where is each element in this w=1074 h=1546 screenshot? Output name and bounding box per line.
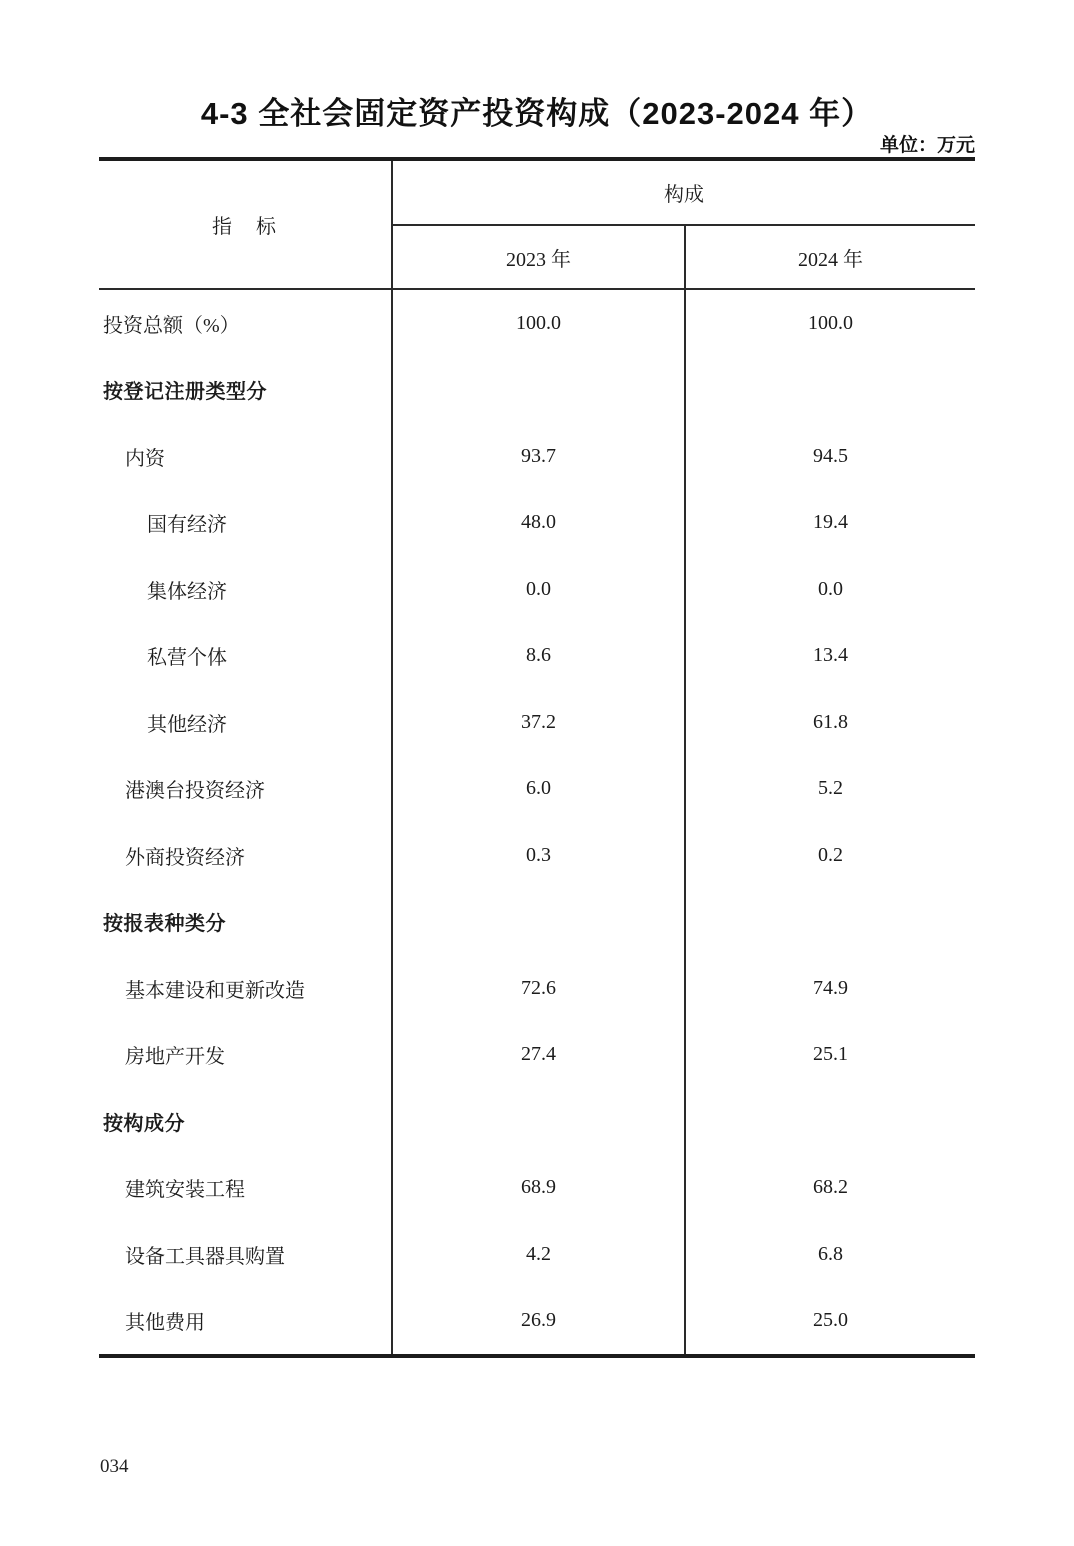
row-label: 其他费用 — [125, 1312, 205, 1335]
table-row — [99, 490, 975, 557]
row-value-2023 — [392, 889, 685, 956]
row-value-2024: 68.2 — [685, 1155, 975, 1222]
row-value-2024: 94.5 — [685, 423, 975, 490]
row-label: 国有经济 — [147, 514, 227, 537]
row-label: 设备工具器具购置 — [125, 1245, 285, 1268]
row-value-2023: 100.0 — [392, 289, 685, 357]
table-row — [99, 1155, 975, 1222]
page-title: 4-3 全社会固定资产投资构成（2023-2024 年） — [200, 96, 874, 131]
row-value-2024: 5.2 — [685, 756, 975, 823]
row-value-2023 — [392, 1088, 685, 1155]
row-label: 内资 — [125, 447, 165, 470]
page-number: 034 — [100, 1456, 129, 1477]
row-label: 集体经济 — [147, 580, 227, 603]
row-value-2023: 26.9 — [392, 1288, 685, 1357]
row-value-2024: 74.9 — [685, 955, 975, 1022]
row-value-2024: 6.8 — [685, 1221, 975, 1288]
table-row — [99, 357, 975, 424]
row-value-2024: 25.1 — [685, 1022, 975, 1089]
row-value-2024 — [685, 1088, 975, 1155]
row-label: 其他经济 — [147, 713, 227, 736]
table-row — [99, 889, 975, 956]
row-value-2023: 68.9 — [392, 1155, 685, 1222]
header-year-2024: 2024 年 — [685, 225, 975, 289]
row-value-2023: 0.0 — [392, 556, 685, 623]
row-value-2024: 100.0 — [685, 289, 975, 357]
table-row — [99, 623, 975, 690]
table-row — [99, 1088, 975, 1155]
row-label: 基本建设和更新改造 — [125, 979, 305, 1002]
unit-label: 单位：万元 — [879, 135, 975, 156]
header-year-2023: 2023 年 — [392, 225, 685, 289]
row-value-2023: 6.0 — [392, 756, 685, 823]
header-indicator: 指 标 — [99, 159, 392, 289]
row-value-2024: 19.4 — [685, 490, 975, 557]
row-value-2023: 48.0 — [392, 490, 685, 557]
table-row — [99, 756, 975, 823]
table-row — [99, 955, 975, 1022]
row-label: 按报表种类分 — [103, 913, 226, 936]
table-row — [99, 289, 975, 357]
row-label: 投资总额（%） — [103, 314, 240, 337]
header-group-composition: 构成 — [392, 159, 975, 225]
row-value-2023: 0.3 — [392, 822, 685, 889]
table-body — [99, 289, 975, 1356]
row-value-2023: 37.2 — [392, 689, 685, 756]
row-label: 港澳台投资经济 — [125, 780, 265, 803]
row-label: 按登记注册类型分 — [103, 381, 267, 404]
row-label: 房地产开发 — [125, 1046, 225, 1069]
row-value-2023: 27.4 — [392, 1022, 685, 1089]
row-value-2023: 4.2 — [392, 1221, 685, 1288]
row-label: 外商投资经济 — [125, 846, 245, 869]
table-row — [99, 689, 975, 756]
table-row — [99, 1022, 975, 1089]
row-value-2024 — [685, 889, 975, 956]
row-label: 建筑安装工程 — [125, 1179, 245, 1202]
row-value-2023: 72.6 — [392, 955, 685, 1022]
row-value-2024: 61.8 — [685, 689, 975, 756]
row-label: 私营个体 — [147, 647, 227, 670]
table-row — [99, 1221, 975, 1288]
table-header — [99, 159, 975, 289]
table-row — [99, 822, 975, 889]
table-row — [99, 556, 975, 623]
row-value-2024: 13.4 — [685, 623, 975, 690]
row-value-2024 — [685, 357, 975, 424]
row-value-2023: 93.7 — [392, 423, 685, 490]
row-label: 按构成分 — [103, 1112, 185, 1135]
table-row — [99, 423, 975, 490]
statistics-table — [99, 157, 975, 1358]
row-value-2024: 0.2 — [685, 822, 975, 889]
row-value-2023 — [392, 357, 685, 424]
row-value-2023: 8.6 — [392, 623, 685, 690]
row-value-2024: 0.0 — [685, 556, 975, 623]
table-row — [99, 1288, 975, 1357]
row-value-2024: 25.0 — [685, 1288, 975, 1357]
